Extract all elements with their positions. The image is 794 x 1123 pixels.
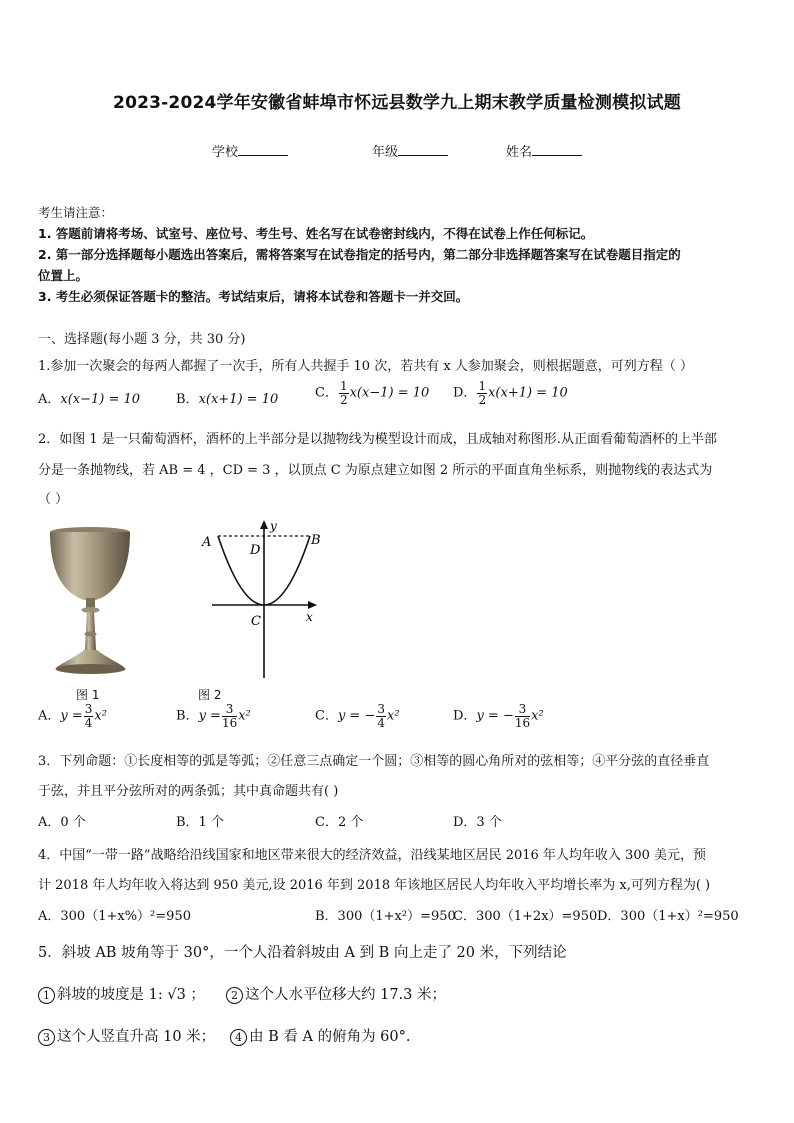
figure-1-caption: 图 1 <box>76 688 100 702</box>
q2-option-c[interactable]: C．y = − $\frac{3}{4}$ x² <box>315 702 400 730</box>
fraction: $\frac{3}{4}$ <box>84 702 93 730</box>
name-field: 姓名 <box>506 141 582 160</box>
notice-item-1: 1. 答题前请将考场、试室号、座位号、考生号、姓名写在试卷密封线内，不得在试卷上作任何标记。 <box>38 226 594 241</box>
notice-item-2: 2. 第一部分选择题每小题选出答案后，需将答案写在试卷指定的括号内，第二部分非选择题答案写在试卷题目指定的 <box>38 247 681 262</box>
q3-option-b[interactable]: B．1 个 <box>176 815 224 830</box>
fraction: $\frac{1}{2}$ <box>478 379 487 407</box>
parabola-graph-figure <box>198 518 328 680</box>
q1-option-c[interactable]: C． $\frac{1}{2}$ x(x−1) = 10 <box>315 379 430 407</box>
question-2-line-3: （ ） <box>38 492 69 507</box>
question-2-line-1: 2．如图 1 是一只葡萄酒杯，酒杯的上半部分是以抛物线为模型设计而成，且成轴对称图形.从正面看葡萄酒杯的上半部 <box>38 432 717 447</box>
point-b-label: B <box>311 533 321 548</box>
section-heading: 一、选择题(每小题 3 分，共 30 分) <box>38 332 246 347</box>
q4-option-b[interactable]: B．300（1+x²）=950 <box>315 909 456 924</box>
grade-field: 年级 <box>372 141 448 160</box>
q5-conclusion-4: 4 由 B 看 A 的俯角为 60°. <box>230 1025 410 1046</box>
q3-option-c[interactable]: C．2 个 <box>315 815 364 830</box>
q5-conclusion-2: 2 这个人水平位移大约 17.3 米； <box>226 983 446 1004</box>
wine-goblet-figure <box>44 526 144 678</box>
q4-option-c[interactable]: C．300（1+2x）=950 <box>453 909 598 924</box>
q4-option-d[interactable]: D．300（1+x）²=950 <box>597 909 739 924</box>
q5-conclusion-3: 3 这个人竖直升高 10 米； <box>38 1025 215 1046</box>
question-2-line-2: 分是一条抛物线，若 AB = 4 ，CD = 3 ，以顶点 C 为原点建立如图 2 所示的平面直角坐标系，则抛物线的表达式为 <box>38 463 713 478</box>
y-axis-arrow <box>260 520 268 529</box>
point-d-label: D <box>250 543 261 558</box>
question-5-stem: 5．斜坡 AB 坡角等于 30°，一个人沿着斜坡由 A 到 B 向上走了 20 米，下列结论 <box>38 945 567 961</box>
fraction: $\frac{3}{16}$ <box>514 702 531 730</box>
q2-option-b[interactable]: B．y = $\frac{3}{16}$ x² <box>176 702 251 730</box>
q5-conclusion-1: 1 斜坡的坡度是 1: √3 ； <box>38 983 205 1004</box>
school-field: 学校 <box>212 141 288 160</box>
page-title: 2023-2024学年安徽省蚌埠市怀远县数学九上期末教学质量检测模拟试题 <box>113 93 681 113</box>
q1-option-a[interactable]: A．x(x−1) = 10 <box>38 392 141 407</box>
q4-option-a[interactable]: A．300（1+x%）²=950 <box>38 909 191 924</box>
school-blank[interactable] <box>238 143 288 156</box>
notice-item-3: 3. 考生必须保证答题卡的整洁。考试结束后，请将本试卷和答题卡一并交回。 <box>38 289 469 304</box>
q2-option-d[interactable]: D．y = − $\frac{3}{16}$ x² <box>453 702 544 730</box>
x-axis-label: x <box>306 610 313 624</box>
q1-option-b[interactable]: B．x(x+1) = 10 <box>176 392 279 407</box>
notice-heading: 考生请注意： <box>38 205 114 220</box>
fraction: $\frac{3}{16}$ <box>221 702 238 730</box>
notice-item-2-cont: 位置上。 <box>38 268 89 283</box>
grade-blank[interactable] <box>398 143 448 156</box>
question-3-line-1: 3．下列命题：①长度相等的弧是等弧；②任意三点确定一个圆；③相等的圆心角所对的弦相等；④平分弦的直径垂直 <box>38 754 710 769</box>
name-blank[interactable] <box>532 143 582 156</box>
q3-option-a[interactable]: A．0 个 <box>38 815 86 830</box>
question-4-line-2: 计 2018 年人均年收入将达到 950 美元,设 2016 年到 2018 年该地区居民人均年收入平均增长率为 x,可列方程为( ) <box>38 878 711 893</box>
y-axis-label: y <box>270 519 277 533</box>
question-1-stem: 1.参加一次聚会的每两人都握了一次手，所有人共握手 10 次，若共有 x 人参加聚会，则根据题意，可列方程（ ） <box>38 359 693 374</box>
q1-option-d[interactable]: D． $\frac{1}{2}$ x(x+1) = 10 <box>453 379 568 407</box>
question-4-line-1: 4．中国“一带一路”战略给沿线国家和地区带来很大的经济效益，沿线某地区居民 2016 年人均年收入 300 美元，预 <box>38 848 706 863</box>
x-axis-arrow <box>308 601 317 609</box>
point-a-label: A <box>202 535 212 550</box>
figure-2-caption: 图 2 <box>198 688 222 702</box>
fraction: $\frac{1}{2}$ <box>339 379 348 407</box>
q3-option-d[interactable]: D．3 个 <box>453 815 502 830</box>
point-c-label: C <box>251 614 261 629</box>
q2-option-a[interactable]: A．y = $\frac{3}{4}$ x² <box>38 702 107 730</box>
fraction: $\frac{3}{4}$ <box>377 702 385 730</box>
question-3-line-2: 于弦，并且平分弦所对的两条弧；其中真命题共有( ) <box>38 784 339 799</box>
